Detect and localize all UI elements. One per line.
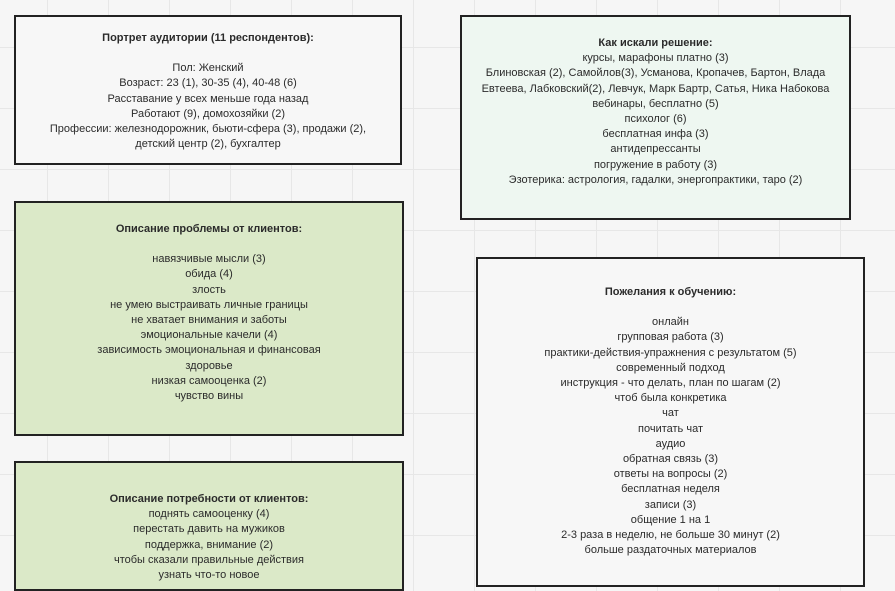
wishes-line: чтоб была конкретика xyxy=(614,392,727,405)
problems-line: не умею выстраивать личные границы xyxy=(110,298,308,311)
audience-line: детский центр (2), бухгалтер xyxy=(135,138,281,151)
audience-line: Расставание у всех меньше года назад xyxy=(107,92,309,105)
needs-card[interactable] xyxy=(14,461,404,591)
wishes-line: ответы на вопросы (2) xyxy=(613,468,728,481)
learning-wishes-card[interactable] xyxy=(476,257,865,587)
needs-line: узнать что-то новое xyxy=(158,569,260,582)
search-line: вебинары, бесплатно (5) xyxy=(592,97,719,110)
search-line: Евтеева, Лабковский(2), Левчук, Марк Бартр, Сатья, Ника Набокова xyxy=(481,82,830,95)
needs-line: поднять самооценку (4) xyxy=(148,508,270,521)
needs-line: чтобы сказали правильные действия xyxy=(113,553,304,566)
audience-line: Пол: Женский xyxy=(172,62,244,75)
search-line: бесплатная инфа (3) xyxy=(602,128,709,141)
search-line: психолог (6) xyxy=(624,113,687,126)
problems-line: обида (4) xyxy=(185,268,233,281)
problems-line: навязчивые мысли (3) xyxy=(152,253,266,266)
problems-line: зависимость эмоциональная и финансовая xyxy=(97,344,321,357)
wishes-line: чат xyxy=(662,407,679,420)
search-line: курсы, марафоны платно (3) xyxy=(582,52,729,65)
problems-card[interactable] xyxy=(14,201,404,436)
problems-title: Описание проблемы от клиентов: xyxy=(115,223,303,235)
problems-line: низкая самооценка (2) xyxy=(151,374,267,387)
wishes-line: инструкция - что делать, план по шагам (2) xyxy=(560,377,781,390)
problems-line: здоровье xyxy=(185,359,233,372)
audience-title: Портрет аудитории (11 респондентов): xyxy=(102,32,314,44)
problems-line: эмоциональные качели (4) xyxy=(140,329,278,342)
audience-line: Работают (9), домохозяйки (2) xyxy=(130,107,286,120)
problems-line: злость xyxy=(192,283,226,296)
needs-line: поддержка, внимание (2) xyxy=(144,538,274,551)
search-line: погружение в работу (3) xyxy=(593,158,718,171)
wishes-line: больше раздаточных материалов xyxy=(584,544,757,557)
audience-line: Профессии: железнодорожник, бьюти-сфера (3), продажи (2), xyxy=(49,123,367,136)
search-line: антидепрессанты xyxy=(610,143,701,156)
audience-portrait-card[interactable] xyxy=(14,15,402,165)
needs-line: перестать давить на мужиков xyxy=(133,523,285,536)
wishes-line: бесплатная неделя xyxy=(621,483,720,496)
wishes-line: онлайн xyxy=(652,316,689,329)
needs-title: Описание потребности от клиентов: xyxy=(109,493,309,505)
wishes-line: современный подход xyxy=(616,361,725,374)
wishes-line: почитать чат xyxy=(638,422,703,435)
search-solution-card[interactable] xyxy=(460,15,851,220)
search-line: Эзотерика: астрология, гадалки, энергопрактики, таро (2) xyxy=(508,173,803,186)
wishes-line: 2-3 раза в неделю, не больше 30 минут (2) xyxy=(561,529,780,542)
search-line: Блиновская (2), Самойлов(3), Усманова, Кропачев, Бартон, Влада xyxy=(485,67,826,80)
wishes-line: обратная связь (3) xyxy=(622,453,719,466)
wishes-line: практики-действия-упражнения с результатом (5) xyxy=(544,346,797,359)
wishes-line: аудио xyxy=(655,437,686,450)
search-title: Как искали решение: xyxy=(598,37,713,49)
wishes-line: групповая работа (3) xyxy=(617,331,724,344)
audience-line: Возраст: 23 (1), 30-35 (4), 40-48 (6) xyxy=(119,77,297,90)
problems-line: не хватает внимания и заботы xyxy=(131,314,287,327)
problems-line: чувство вины xyxy=(174,390,244,403)
wishes-title: Пожелания к обучению: xyxy=(604,286,737,298)
wishes-line: общение 1 на 1 xyxy=(630,513,711,526)
wishes-line: записи (3) xyxy=(644,498,697,511)
